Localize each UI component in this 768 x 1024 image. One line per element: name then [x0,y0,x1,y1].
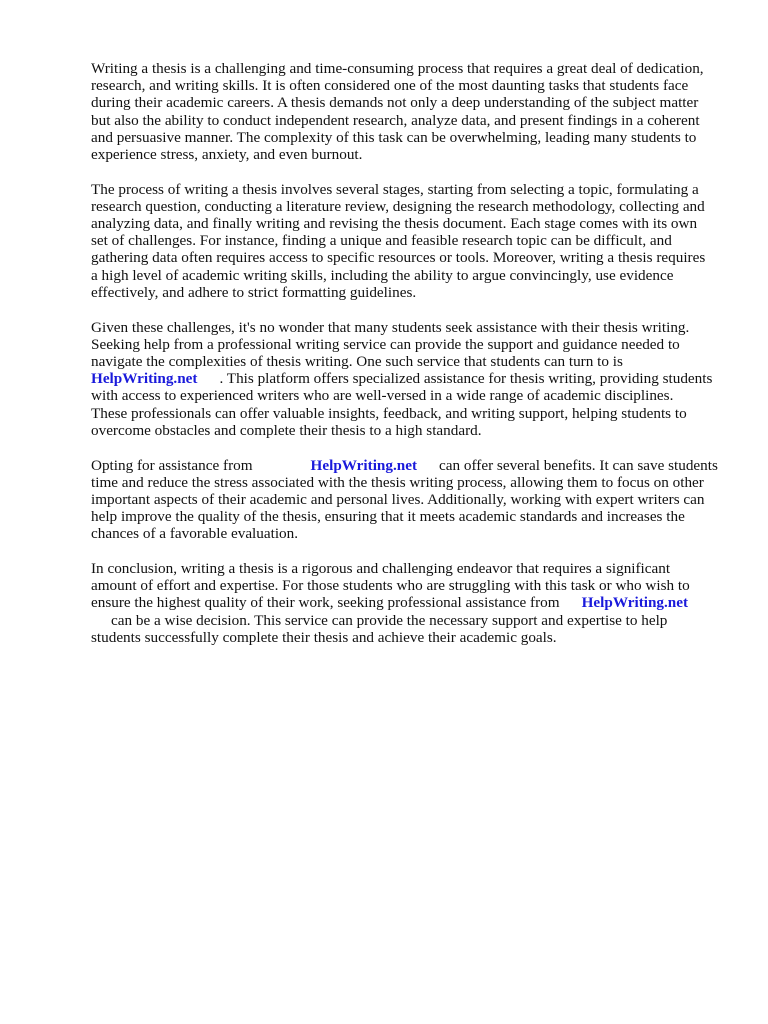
text-line: set of challenges. For instance, finding a unique and feasible research topic can be difficult, and [91,232,672,250]
paragraph-benefits [91,457,723,543]
text-line: during their academic careers. A thesis demands not only a deep understanding of the subject matter [91,94,699,112]
text-line: Writing a thesis is a challenging and time-consuming process that requires a great deal of dedication, [91,60,704,77]
text-line: students successfully complete their thesis and achieve their academic goals. [91,628,557,646]
text-line: effectively, and adhere to strict formatting guidelines. [91,283,417,301]
text-fragment: ensure the highest quality of their work, seeking professional assistance from [91,594,560,612]
text-line-with-link [91,370,723,387]
paragraph-conclusion [91,560,723,646]
text-line: amount of effort and expertise. For those students who are struggling with this task or who wish to [91,577,690,595]
helpwriting-link[interactable]: HelpWriting.net [310,456,418,474]
text-line-with-link [91,457,723,474]
text-line: In conclusion, writing a thesis is a rigorous and challenging endeavor that requires a significant [91,560,671,578]
text-line: overcome obstacles and complete their thesis to a high standard. [91,421,482,439]
paragraph-challenges [91,319,723,439]
text-line: can be a wise decision. This service can provide the necessary support and expertise to help [111,611,668,629]
paragraph-process [91,181,723,301]
text-line: with access to experienced writers who are well-versed in a wide range of academic disciplines. [91,387,674,405]
text-line: help improve the quality of the thesis, ensuring that it meets academic standards and increases the [91,508,685,526]
text-line: navigate the complexities of thesis writing. One such service that students can turn to is [91,353,623,370]
text-fragment: . This platform offers specialized assistance for thesis writing, providing students [219,370,713,388]
text-line: and persuasive manner. The complexity of this task can be overwhelming, leading many students to [91,128,697,146]
text-line: The process of writing a thesis involves several stages, starting from selecting a topic, formulating a [91,180,699,198]
text-line: experience stress, anxiety, and even burnout. [91,145,363,163]
helpwriting-link[interactable]: HelpWriting.net [91,370,198,388]
paragraph-intro [91,60,723,163]
text-line: research question, conducting a literature review, designing the research methodology, collecting and [91,197,705,215]
text-line: These professionals can offer valuable insights, feedback, and writing support, helping students to [91,404,687,422]
text-line: but also the ability to conduct independent research, analyze data, and present findings in a coherent [91,111,700,129]
text-line: gathering data often requires access to specific resources or tools. Moreover, writing a thesis requires [91,249,706,267]
document-page [91,60,723,646]
text-line: chances of a favorable evaluation. [91,525,299,543]
text-line: analyzing data, and finally writing and revising the thesis document. Each stage comes with its own [91,215,698,233]
text-line: a high level of academic writing skills, including the ability to argue convincingly, use evidence [91,266,674,284]
text-line: important aspects of their academic and personal lives. Additionally, working with expert writers can [91,490,705,508]
text-fragment: Opting for assistance from [91,456,253,474]
text-line: Seeking help from a professional writing service can provide the support and guidance needed to [91,335,680,353]
text-line: Given these challenges, it's no wonder that many students seek assistance with their thesis writing. [91,318,690,336]
text-fragment: can offer several benefits. It can save students [439,456,718,474]
helpwriting-link[interactable]: HelpWriting.net [581,594,689,612]
text-line: research, and writing skills. It is often considered one of the most daunting tasks that students face [91,77,689,95]
text-line: time and reduce the stress associated with the thesis writing process, allowing them to focus on other [91,473,704,491]
text-line-with-link [91,594,723,611]
